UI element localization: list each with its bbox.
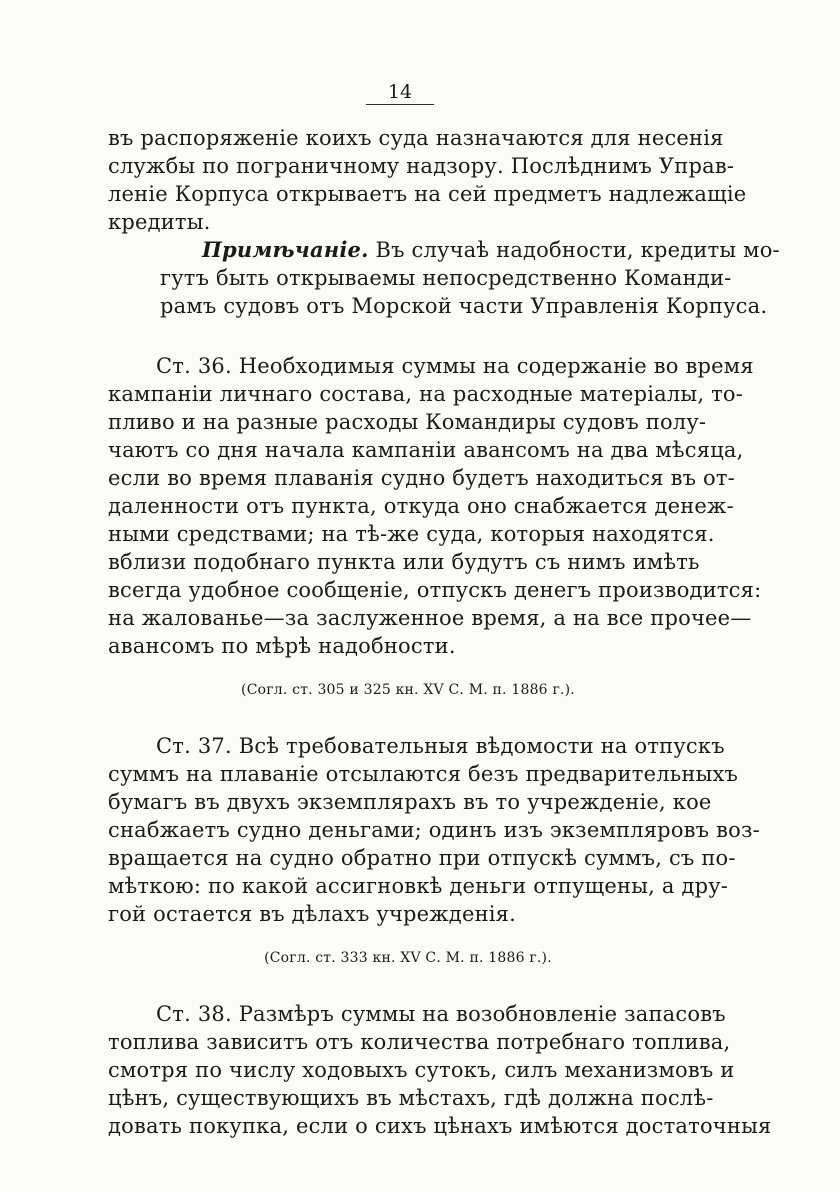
text-line: леніе Корпуса открываетъ на сей предметъ надлежащіе [108, 182, 747, 206]
page-number-rule [366, 104, 434, 105]
text-line: ными средствами; на тѣ-же суда, которыя находятся. [108, 522, 715, 546]
text-line: цѣнъ, существующихъ въ мѣстахъ, гдѣ должна послѣ- [108, 1086, 714, 1110]
legal-reference: (Согл. ст. 305 и 325 кн. XV С. М. п. 1886 г.). [241, 682, 575, 698]
text-line: довать покупка, если о сихъ цѣнахъ имѣются достаточныя [108, 1114, 772, 1138]
text-line: рамъ судовъ отъ Морской части Управленія Корпуса. [160, 294, 768, 318]
text-line: пливо и на разные расходы Командиры судовъ полу- [108, 410, 707, 434]
text-line: кредиты. [108, 210, 211, 234]
text-line: бумагъ въ двухъ экземплярахъ въ то учрежденіе, кое [108, 790, 712, 814]
intro-paragraph [108, 124, 747, 236]
article-heading-line: Ст. 38. Размѣръ суммы на возобновленіе запасовъ [156, 1002, 726, 1026]
page-body [108, 124, 780, 1140]
article-38 [108, 1000, 772, 1140]
legal-reference: (Согл. ст. 333 кн. XV С. М. п. 1886 г.). [264, 950, 552, 966]
text-line: даленности отъ пункта, откуда оно снабжается денеж- [108, 494, 734, 518]
text-line: въ распоряженіе коихъ суда назначаются для несенія [108, 126, 724, 150]
note-label: Примѣчаніе. [202, 237, 369, 262]
text-line: гутъ быть открываемы непосредственно Команди- [160, 266, 732, 290]
text-line: снабжаетъ судно деньгами; одинъ изъ экземпляровъ воз- [108, 818, 760, 842]
text-line: гой остается въ дѣлахъ учрежденія. [108, 902, 517, 926]
text-line: топлива зависитъ отъ количества потребнаго топлива, [108, 1030, 731, 1054]
page-number: 14 [387, 81, 413, 103]
text-line: суммъ на плаваніе отсылаются безъ предварительныхъ [108, 762, 739, 786]
text-line: службы по пограничному надзору. Послѣднимъ Управ- [108, 154, 735, 178]
text-line: мѣткою: по какой ассигновкѣ деньги отпущены, а дру- [108, 874, 729, 898]
text-line: кампаніи личнаго состава, на расходные матеріалы, то- [108, 382, 744, 406]
text-line: смотря по числу ходовыхъ сутокъ, силъ механизмовъ и [108, 1058, 735, 1082]
text-line: вращается на судно обратно при отпускѣ суммъ, съ по- [108, 846, 736, 870]
note-paragraph [108, 236, 780, 320]
article-37 [108, 732, 760, 928]
note-text: Въ случаѣ надобности, кредиты мо- [368, 238, 780, 262]
article-36 [108, 352, 762, 660]
text-line: на жалованье—за заслуженное время, а на все прочее— [108, 606, 752, 630]
text-line: авансомъ по мѣрѣ надобности. [108, 634, 456, 658]
text-line: всегда удобное сообщеніе, отпускъ денегъ производится: [108, 578, 762, 602]
article-heading-line: Ст. 37. Всѣ требовательныя вѣдомости на отпускъ [156, 734, 725, 758]
text-line: вблизи подобнаго пункта или будутъ съ нимъ имѣть [108, 550, 700, 574]
note-first-line [108, 236, 780, 264]
text-line: чаютъ со дня начала кампаніи авансомъ на два мѣсяца, [108, 438, 744, 462]
article-heading-line: Ст. 36. Необходимыя суммы на содержаніе во время [156, 354, 754, 378]
text-line: если во время плаванія судно будетъ находиться въ от- [108, 466, 735, 490]
